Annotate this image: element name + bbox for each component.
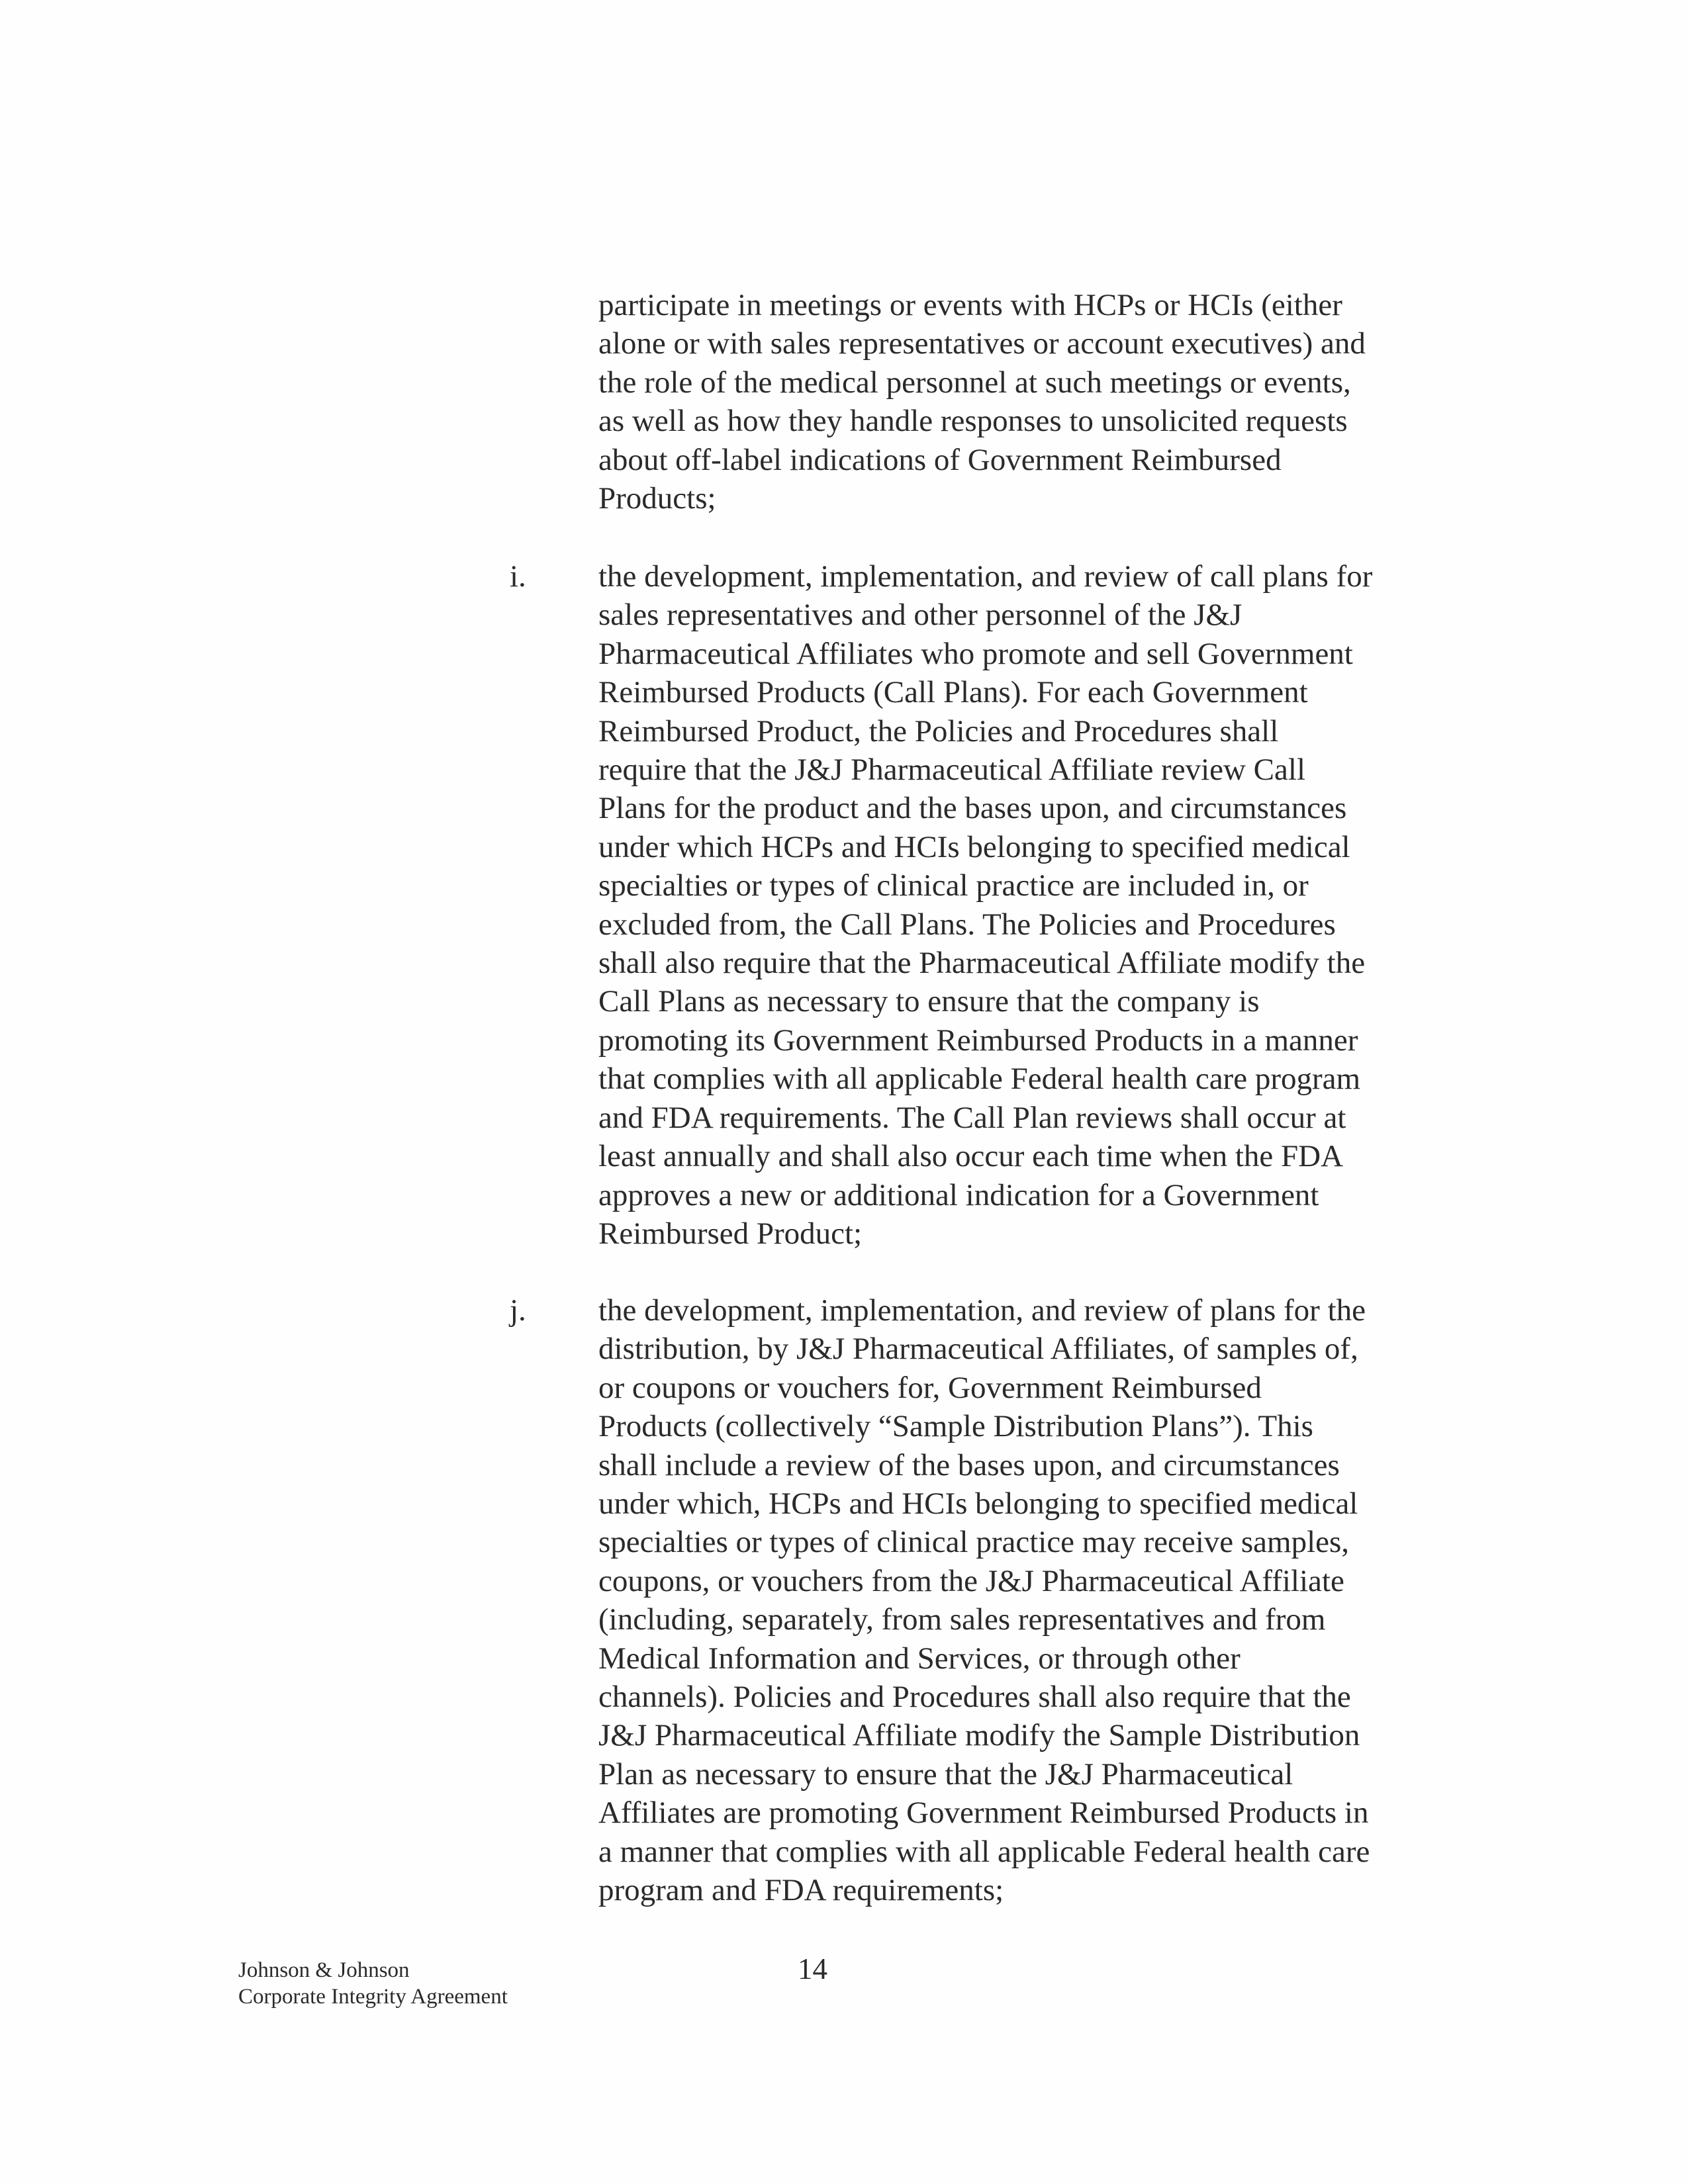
paragraph-line: under which HCPs and HCIs belonging to specified medical: [598, 829, 1350, 864]
paragraph-line: Medical Information and Services, or through other: [598, 1641, 1241, 1676]
paragraph-line: coupons, or vouchers from the J&J Pharmaceutical Affiliate: [598, 1563, 1344, 1598]
paragraph-line: specialties or types of clinical practice may receive samples,: [598, 1525, 1350, 1560]
paragraph-line: Reimbursed Products (Call Plans). For each Government: [598, 675, 1308, 710]
paragraph-line: Products;: [598, 481, 716, 516]
paragraph-line: Pharmaceutical Affiliates who promote and sell Government: [598, 636, 1353, 671]
footer-document-info: [238, 1957, 508, 2010]
footer-company: Johnson & Johnson: [238, 1958, 410, 1982]
paragraph-line: as well as how they handle responses to unsolicited requests: [598, 404, 1348, 439]
paragraph-line: excluded from, the Call Plans. The Policies and Procedures: [598, 907, 1336, 942]
paragraph-line: (including, separately, from sales representatives and from: [598, 1602, 1326, 1637]
page-number: 14: [798, 1952, 827, 1985]
paragraph-line: Reimbursed Product;: [598, 1216, 863, 1251]
paragraph-line: sales representatives and other personnel of the J&J: [598, 598, 1243, 633]
paragraph-line: Reimbursed Product, the Policies and Procedures shall: [598, 713, 1279, 749]
paragraph-line: a manner that complies with all applicable Federal health care: [598, 1834, 1370, 1869]
paragraph-line: and FDA requirements. The Call Plan reviews shall occur at: [598, 1100, 1346, 1135]
paragraph-line: shall also require that the Pharmaceutical Affiliate modify the: [598, 946, 1366, 981]
continuation-paragraph: [598, 286, 1466, 518]
footer-document-title: Corporate Integrity Agreement: [238, 1985, 508, 2009]
paragraph-line: Products (collectively “Sample Distribution Plans”). This: [598, 1409, 1313, 1444]
paragraph-line: participate in meetings or events with HCPs or HCIs (either: [598, 288, 1342, 322]
paragraph-line: Plans for the product and the bases upon, and circumstances: [598, 791, 1347, 826]
paragraph-line: least annually and shall also occur each time when the FDA: [598, 1139, 1344, 1174]
paragraph-line: Affiliates are promoting Government Reimbursed Products in: [598, 1796, 1369, 1831]
item-i-paragraph: [598, 557, 1466, 1253]
paragraph-line: J&J Pharmaceutical Affiliate modify the Sample Distribution: [598, 1718, 1360, 1753]
paragraph-line: approves a new or additional indication for a Government: [598, 1177, 1319, 1212]
paragraph-line: that complies with all applicable Federal health care program: [598, 1062, 1361, 1097]
paragraph-line: require that the J&J Pharmaceutical Affiliate review Call: [598, 752, 1306, 788]
paragraph-line: about off-label indications of Government Reimbursed: [598, 442, 1282, 477]
paragraph-line: shall include a review of the bases upon, and circumstances: [598, 1447, 1340, 1482]
item-j-label: j.: [510, 1293, 526, 1328]
paragraph-line: Plan as necessary to ensure that the J&J Pharmaceutical: [598, 1756, 1293, 1792]
paragraph-line: promoting its Government Reimbursed Products in a manner: [598, 1023, 1358, 1058]
paragraph-line: under which, HCPs and HCIs belonging to specified medical: [598, 1486, 1358, 1522]
paragraph-line: program and FDA requirements;: [598, 1873, 1004, 1908]
paragraph-line: distribution, by J&J Pharmaceutical Affiliates, of samples of,: [598, 1332, 1358, 1367]
paragraph-line: or coupons or vouchers for, Government Reimbursed: [598, 1370, 1262, 1405]
paragraph-line: channels). Policies and Procedures shall also require that the: [598, 1680, 1351, 1715]
paragraph-line: Call Plans as necessary to ensure that the company is: [598, 984, 1260, 1019]
item-j-paragraph: [598, 1291, 1466, 1910]
paragraph-line: specialties or types of clinical practice are included in, or: [598, 868, 1309, 903]
item-i-label: i.: [510, 559, 526, 594]
paragraph-line: the development, implementation, and review of call plans for: [598, 559, 1373, 594]
paragraph-line: the role of the medical personnel at such meetings or events,: [598, 365, 1351, 400]
paragraph-line: the development, implementation, and review of plans for the: [598, 1293, 1366, 1328]
paragraph-line: alone or with sales representatives or account executives) and: [598, 326, 1366, 361]
